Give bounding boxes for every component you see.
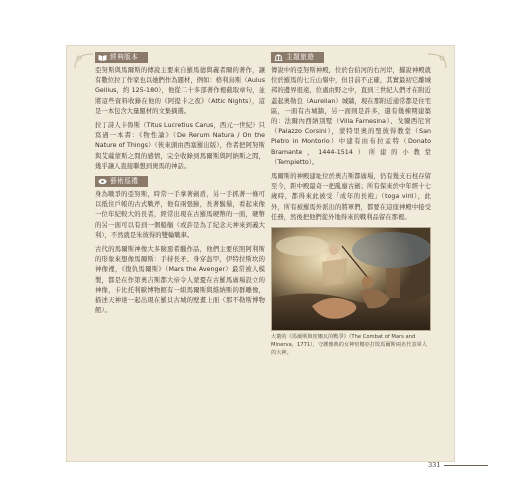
page-number: 331 xyxy=(428,461,441,469)
left-column xyxy=(95,52,265,320)
right-column xyxy=(271,52,431,357)
section-title: 主題旅遊 xyxy=(286,53,315,62)
section-title: 經典版本 xyxy=(110,53,139,62)
paragraph: 古代的馬爾斯神像大多險惡希臘作品，他們主要依照阿利斯的形象來想像馬爾斯：手持長矛、身穿盔甲，伊特拉斯坎的神像裡，《復仇馬爾斯》（Mars the Avenger）最常被人模製，都是在作第奧吉斯都大帝令人蒙憂在古羅馬廣場設立的神像，卡比托利歐博物館有一組馬爾斯與維納斯的群雕像，描述天神達一起出現在羅貝古城的壁畫上面（那不勒斯博物館）。 xyxy=(95,246,265,315)
page-number-rule xyxy=(444,465,488,466)
paragraph: 身為戰爭的亞努斯，時常一手拿著劍盾，另一手抓著一條可以抵住戶帳的古式戰斧，他有兩張臉，長著鬍鬚，看起來像一位年紀較大的長者，經常出現在古羅馬硬幣的一面，硬幣的另一面可以有到一個船艏（或許是為了紀念天神來到義大利），不然就是朱彼得的雙輪戰車。 xyxy=(95,191,265,239)
corner-ornament-icon xyxy=(73,52,95,70)
book-page xyxy=(66,45,455,462)
section-title: 藝術巡禮 xyxy=(110,177,139,186)
section-heading-classic xyxy=(95,52,148,63)
temple-icon xyxy=(274,54,283,61)
section-heading-art xyxy=(95,176,148,187)
paragraph: 傳說中的亞努斯神殿，位於台伯河的右河岸，據說神殿就位於羅馬的七丘山嶺中，但目前不正確，其實最初它離城邦的邊界很遠，位處由野之中，直到三世紀人們才在附近蓋起奧勒良（Aurelian）城牆，現在那附近通常都是住宅區，一面有古城牆，另一面則是許多，還有幾棟期建築的：法爾內西納別墅（Villa Farnesina）、戈爾西尼宮（Palazzo Corsini），蒙特里奧的聖彼得教堂（San Pietro in Montorio）中建有由布拉孟特（Donato Bramante，1444-1514）所建的小教堂（Tempietto）。 xyxy=(271,67,431,166)
book-icon xyxy=(98,54,107,61)
eye-icon xyxy=(98,178,107,185)
section-heading-themes xyxy=(271,52,324,63)
paragraph: 亞努斯與馬爾斯的傳說主要來自羅馬德與義者爾的著作，讓有數位拉丁作家也以她們作為題材，例如：格利烏斯（Aulus Gellius，約 125-180），他從二十多部著作裡截取章句，並將這些資料收錄在他的《阿提卡之夜》（Attic Nights），這是一本包含大量題材的文集摘選。 xyxy=(95,67,265,115)
painting-caption: 大衛的《馬爾斯與密娜瓦的戰爭》（The Combat of Mars and Minerva，1771），守護雅典的女神密娜亞打敗馬爾斯兩名代表軍人的大神。 xyxy=(271,334,427,357)
paragraph: 拉丁詩人卡魯斯（Titus Lucretius Carus，西元一世紀）只寫過一本書：《物性論》（De Rerum Natura / On the Nature of Things）（俠來頭由西塞羅出版），作者把阿努斯與艾薩蒙斯之間的感情，完全收錄到馬爾斯與阿納斯之間，幾乎讓人直接聯想到奧馬的神話。 xyxy=(95,122,265,170)
paragraph: 馬爾斯的神殿建址位於奧吉斯都廣場，仍有幾支石柱存留至今，距中殿最奇一把亂廢古劍；所有保來於中年經十七歲時，都得來此被受「成年的長袍」（toga viril），此外，所有被羅馬外派出的將軍們，都要在這座神殿中接受任務，然後把他們從外地得來的戰利品留在那裡。 xyxy=(271,173,431,221)
painting-image xyxy=(271,227,431,331)
